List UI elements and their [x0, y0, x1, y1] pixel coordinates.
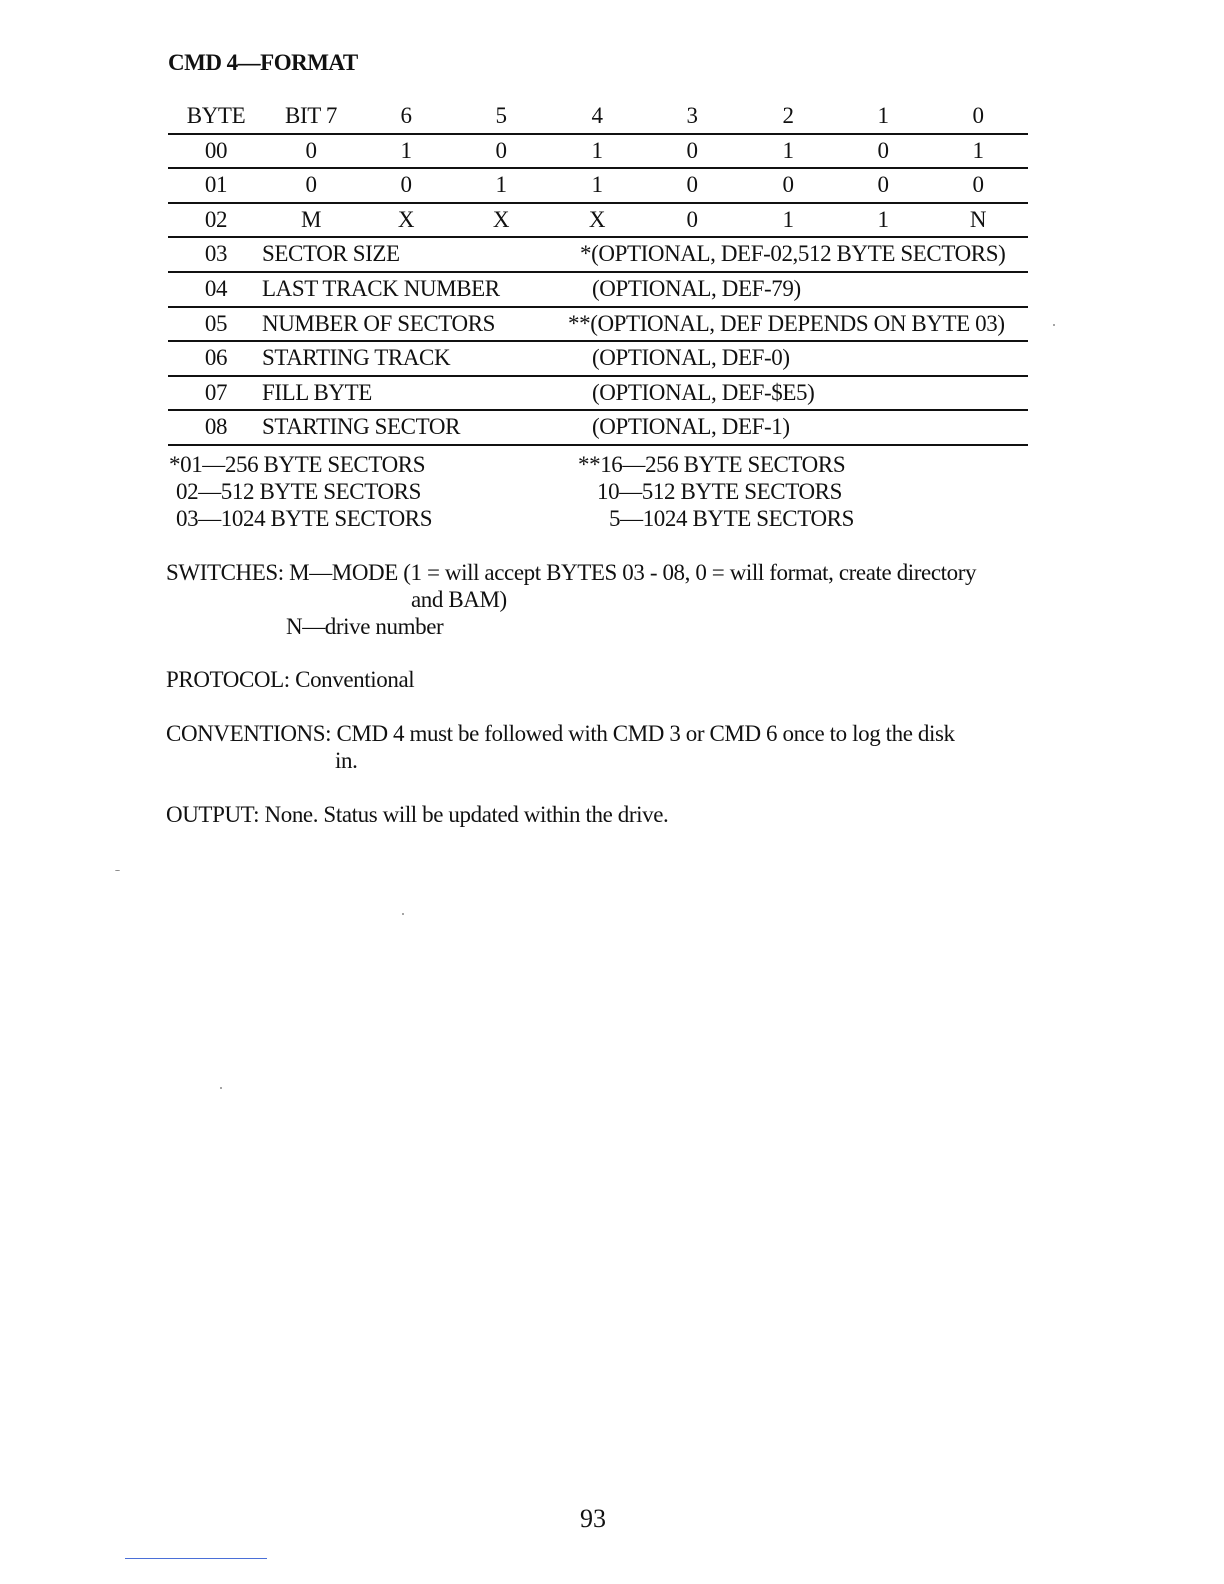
- table-row: [168, 204, 1028, 239]
- header-cell-bit3: 3: [686, 103, 698, 128]
- bit-value: 0: [305, 172, 317, 198]
- bit-value: 0: [782, 172, 794, 198]
- parameter-note: (OPTIONAL, DEF-0): [592, 345, 790, 371]
- bit-value: 0: [972, 172, 984, 198]
- switches-line: SWITCHES: M—MODE (1 = will accept BYTES 03 - 08, 0 = will format, create directory: [166, 560, 977, 585]
- parameter-name: SECTOR SIZE: [262, 241, 400, 267]
- byte-number: 05: [204, 310, 228, 336]
- byte-number: 00: [204, 137, 228, 163]
- bit-value: 1: [782, 137, 794, 163]
- parameter-name: LAST TRACK NUMBER: [262, 275, 500, 301]
- table-row: [168, 135, 1028, 170]
- parameter-note: (OPTIONAL, DEF-$E5): [592, 379, 815, 405]
- bit-value: 0: [305, 137, 317, 163]
- bit-value: 0: [400, 172, 412, 198]
- header-cell-bit6: 6: [400, 103, 412, 128]
- footnote-line: 5—1024 BYTE SECTORS: [609, 506, 855, 531]
- byte-number: 04: [204, 275, 228, 301]
- bit-value: 1: [972, 137, 984, 163]
- bit-value: 1: [877, 206, 889, 232]
- bit-value: 0: [686, 172, 698, 198]
- footnote-right: [578, 451, 854, 532]
- table-row: [168, 411, 1028, 446]
- byte-number: 07: [204, 379, 228, 405]
- scan-speck: [402, 913, 404, 915]
- parameter-name: NUMBER OF SECTORS: [262, 310, 496, 336]
- header-cell-bit2: 2: [782, 103, 794, 128]
- bit-value: 0: [877, 137, 889, 163]
- header-cell-bit5: 5: [495, 103, 507, 128]
- switches-line: N—drive number: [286, 614, 444, 639]
- footnote-line: 03—1024 BYTE SECTORS: [176, 506, 433, 531]
- header-cell-byte: BYTE: [186, 103, 246, 128]
- conventions-line: in.: [335, 748, 358, 773]
- bit-value: 1: [782, 206, 794, 232]
- bit-value: 0: [686, 206, 698, 232]
- bit-value: 1: [400, 137, 412, 163]
- bit-value: X: [492, 206, 510, 232]
- switches-line: and BAM): [411, 587, 507, 612]
- bit-value: X: [397, 206, 415, 232]
- bit-value: 0: [495, 137, 507, 163]
- parameter-note: **(OPTIONAL, DEF DEPENDS ON BYTE 03): [568, 310, 1005, 336]
- byte-number: 06: [204, 345, 228, 371]
- byte-number: 08: [204, 414, 228, 440]
- bottom-rule: [125, 1558, 267, 1559]
- table-row: [168, 238, 1028, 273]
- scan-speck: [1053, 324, 1055, 326]
- bit-value: 0: [686, 137, 698, 163]
- header-cell-bit7: BIT 7: [285, 103, 337, 128]
- footnote-line: **16—256 BYTE SECTORS: [578, 452, 846, 477]
- byte-number: 03: [204, 241, 228, 267]
- page-title: CMD 4—FORMAT: [168, 50, 358, 75]
- protocol-text: PROTOCOL: Conventional: [166, 667, 415, 692]
- header-cell-bit0: 0: [972, 103, 984, 128]
- scan-speck: [220, 1087, 222, 1089]
- byte-number: 02: [204, 206, 228, 232]
- parameter-name: STARTING SECTOR: [262, 414, 461, 440]
- parameter-note: (OPTIONAL, DEF-79): [592, 275, 801, 301]
- header-cell-bit1: 1: [877, 103, 889, 128]
- parameter-note: (OPTIONAL, DEF-1): [592, 414, 790, 440]
- bit-value: 1: [591, 172, 603, 198]
- byte-number: 01: [204, 172, 228, 198]
- parameter-name: FILL BYTE: [262, 379, 372, 405]
- conventions-line: CONVENTIONS: CMD 4 must be followed with CMD 3 or CMD 6 once to log the disk: [166, 721, 955, 746]
- parameter-name: STARTING TRACK: [262, 345, 451, 371]
- parameter-note: *(OPTIONAL, DEF-02,512 BYTE SECTORS): [580, 241, 1006, 267]
- table-row: [168, 169, 1028, 204]
- bit-value: 1: [495, 172, 507, 198]
- bit-value: 0: [877, 172, 889, 198]
- table-header-row: [168, 100, 1028, 135]
- output-text: OUTPUT: None. Status will be updated within the drive.: [166, 802, 669, 827]
- table-row: [168, 377, 1028, 412]
- footnote-line: 10—512 BYTE SECTORS: [597, 479, 843, 504]
- bit-value: X: [588, 206, 606, 232]
- page-number: 93: [580, 1504, 606, 1533]
- table-row: [168, 273, 1028, 308]
- footnote-line: 02—512 BYTE SECTORS: [176, 479, 422, 504]
- table-row: [168, 342, 1028, 377]
- bit-value: N: [969, 206, 987, 232]
- scan-speck: [115, 870, 120, 871]
- footnote-line: *01—256 BYTE SECTORS: [169, 452, 426, 477]
- header-cell-bit4: 4: [591, 103, 603, 128]
- footnote-left: [169, 451, 432, 532]
- bit-value: M: [300, 206, 322, 232]
- table-row: [168, 308, 1028, 343]
- register-table: [168, 100, 1028, 446]
- bit-value: 1: [591, 137, 603, 163]
